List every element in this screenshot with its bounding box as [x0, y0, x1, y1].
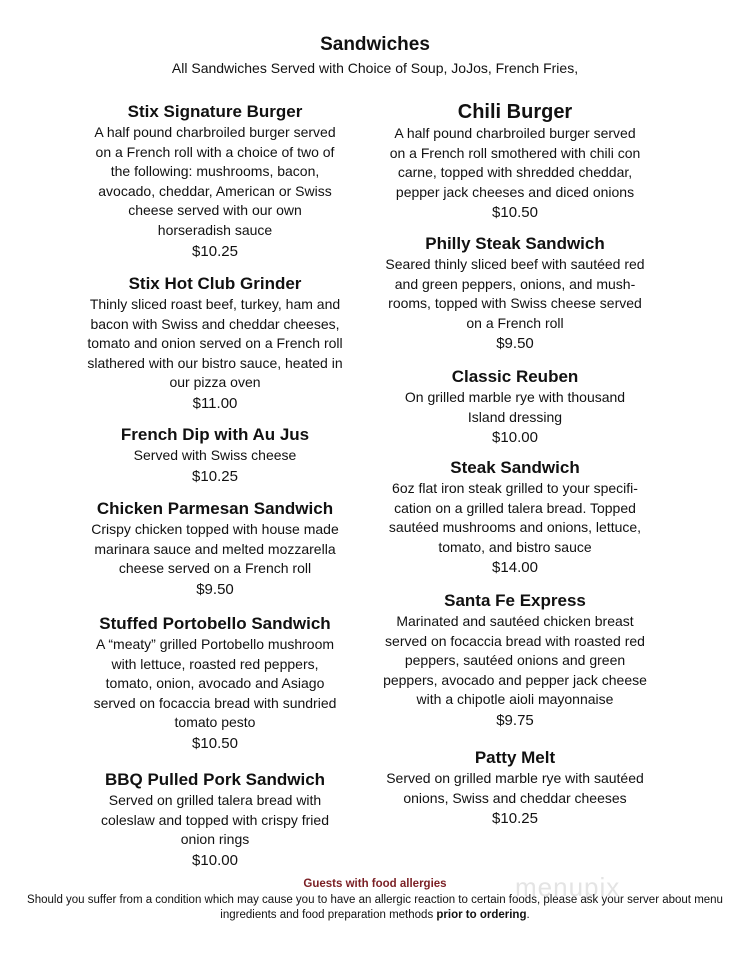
item-name: Steak Sandwich [450, 458, 580, 477]
item-description: Served on grilled marble rye with sautéed onions, Swiss and cheddar cheeses [386, 770, 644, 806]
menu-item [370, 366, 660, 448]
item-price: $10.50 [192, 734, 238, 752]
menu-item [370, 590, 660, 731]
item-price: $9.75 [496, 711, 534, 729]
item-price: $14.00 [492, 559, 538, 577]
item-description: On grilled marble rye with thousand Island dressing [404, 389, 626, 425]
allergy-title: Guests with food allergies [303, 878, 447, 890]
item-price: $10.00 [192, 851, 238, 869]
menu-item [65, 101, 365, 262]
item-name: Stix Hot Club Grinder [128, 274, 302, 293]
item-name: Stix Signature Burger [127, 102, 303, 121]
menu-item [65, 613, 365, 754]
allergy-text: Should you suffer from a condition which may cause you to have an allergic reaction to certain foods, please ask your server about menu ingredients and food preparation methods [27, 894, 723, 921]
item-name: Chicken Parmesan Sandwich [96, 499, 334, 518]
item-price: $9.50 [496, 335, 534, 353]
item-description: Thinly sliced roast beef, turkey, ham and bacon with Swiss and cheddar cheeses, tomato and onion served on a French roll slathered with our bistro sauce, heated in our pizza oven [87, 296, 343, 391]
item-price: $10.25 [192, 242, 238, 260]
item-price: $9.50 [196, 580, 234, 598]
menu-item [370, 233, 660, 354]
item-price: $11.00 [192, 394, 238, 412]
item-name: French Dip with Au Jus [120, 425, 310, 444]
page-title: Sandwiches [320, 34, 430, 55]
item-description: A “meaty” grilled Portobello mushroom with lettuce, roasted red peppers, tomato, onion, avocado and Asiago served on focaccia bread with sundried tomato pesto [93, 636, 337, 731]
menu-item [65, 424, 365, 487]
item-description: Served on grilled talera bread with coleslaw and topped with crispy fried onion rings [100, 792, 329, 848]
item-price: $10.25 [492, 810, 538, 828]
item-name: BBQ Pulled Pork Sandwich [104, 770, 326, 789]
allergy-notice [0, 893, 750, 923]
item-price: $10.00 [492, 429, 538, 447]
item-description: Marinated and sautéed chicken breast served on focaccia bread with roasted red peppers, sautéed onions and green peppers, avocado and pepper jack cheese with a chipotle aioli mayonnaise [383, 613, 647, 708]
menu-item [65, 273, 365, 414]
allergy-emphasis: prior to ordering [436, 909, 527, 921]
item-name: Santa Fe Express [444, 591, 586, 610]
item-name: Chili Burger [457, 101, 573, 123]
allergy-end: . [526, 909, 530, 921]
item-price: $10.25 [192, 467, 238, 485]
page-subtitle: All Sandwiches Served with Choice of Soup, JoJos, French Fries, [171, 60, 579, 76]
item-name: Classic Reuben [451, 367, 579, 386]
menu-item [370, 457, 660, 578]
item-description: A half pound charbroiled burger served on a French roll smothered with chili con carne, topped with shredded cheddar, pepper jack cheeses and diced onions [389, 125, 641, 200]
item-description: A half pound charbroiled burger served on a French roll with a choice of two of the following: mushrooms, bacon, avocado, cheddar, American or Swiss cheese served with our own horseradish sauce [94, 124, 336, 238]
item-name: Philly Steak Sandwich [425, 234, 605, 253]
watermark-logo: menupix [515, 872, 621, 902]
item-description: Served with Swiss cheese [133, 447, 297, 463]
item-price: $10.50 [492, 204, 538, 222]
item-name: Patty Melt [474, 748, 556, 767]
menu-item [370, 100, 660, 223]
item-description: Seared thinly sliced beef with sautéed red and green peppers, onions, and mush- rooms, topped with Swiss cheese served on a French roll [385, 256, 645, 331]
menu-item [370, 747, 660, 829]
menu-item [65, 769, 365, 871]
menu-item [65, 498, 365, 600]
item-name: Stuffed Portobello Sandwich [99, 614, 331, 633]
item-description: 6oz flat iron steak grilled to your specifi- cation on a grilled talera bread. Topped sautéed mushrooms and onions, lettuce, tomato, and bistro sauce [388, 480, 642, 555]
item-description: Crispy chicken topped with house made marinara sauce and melted mozzarella cheese served on a French roll [91, 521, 339, 577]
